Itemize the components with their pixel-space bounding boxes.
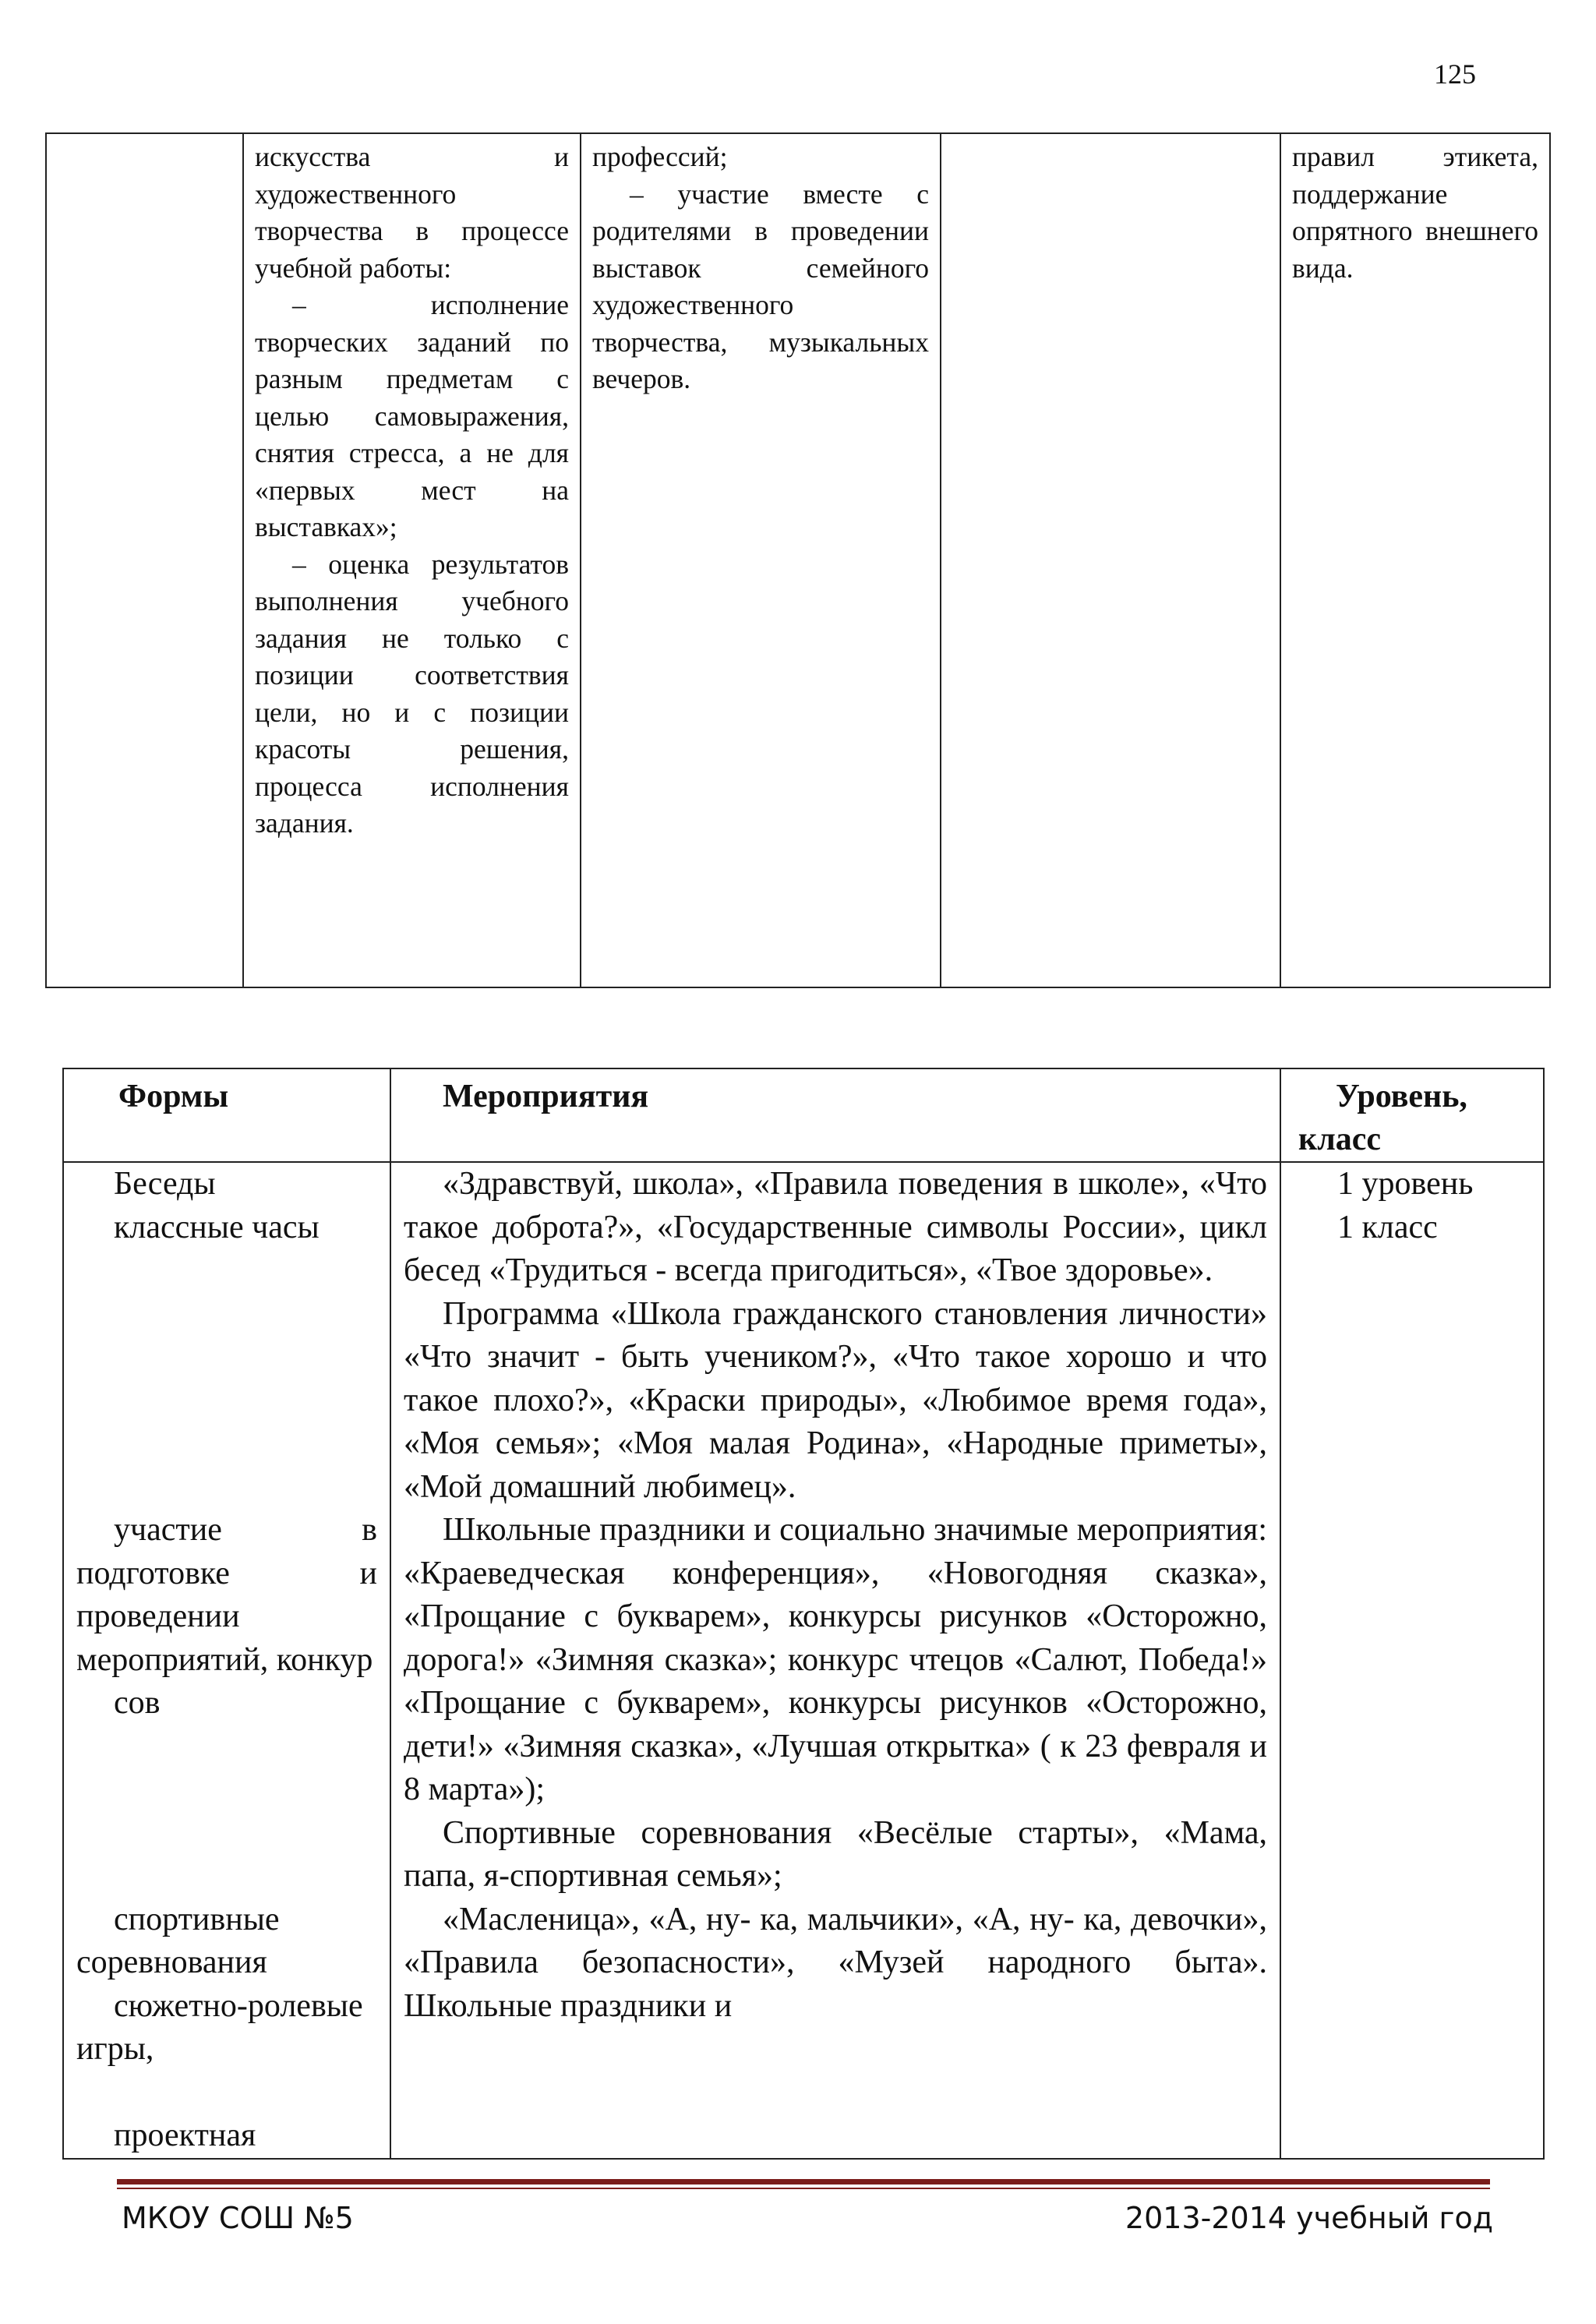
form-item: проектная <box>114 2117 256 2153</box>
event-paragraph: «Здравствуй, школа», «Правила поведения в школе», «Что такое доброта?», «Государственные символы России», цикл бесед «Трудиться - всегда пригодиться», «Твое здоровье». <box>404 1166 1267 1288</box>
form-item: сюжетно-ролевые игры, <box>76 1987 363 2067</box>
forms-cell <box>63 1162 390 2159</box>
table-cell-professions <box>581 133 941 987</box>
form-item: спортивные соревнования <box>76 1901 280 1980</box>
table-cell-art-creativity <box>243 133 581 987</box>
event-paragraph: Спортивные соревнования «Весёлые старты», «Мама, папа, я-спортивная семья»; <box>404 1814 1267 1894</box>
header-forms: Формы <box>63 1068 390 1162</box>
form-item: участие в подготовке и проведении мероприятий, конкур <box>76 1512 377 1678</box>
level-cell <box>1280 1162 1544 2159</box>
events-cell <box>390 1162 1280 2159</box>
header-level <box>1280 1068 1544 1162</box>
table-cell-empty-2 <box>941 133 1280 987</box>
class-text: 1 класс <box>1337 1209 1438 1245</box>
table-cell-empty-1 <box>46 133 243 987</box>
event-paragraph: Школьные праздники и социально значимые мероприятия: «Краеведческая конференция», «Новогодняя сказка», «Прощание с букварем», конкурсы рисунков «Осторожно, дорога!» «Зимняя сказка»; конкурс чтецов «Салют, Победа!» «Прощание с букварем», конкурсы рисунков «Осторожно, дети!» «Зимняя сказка», «Лучшая открытка» ( к 23 февраля и 8 марта»); <box>404 1512 1267 1807</box>
cell-paragraph: правил этикета, поддержание опрятного внешнего вида. <box>1292 141 1538 284</box>
table-cell-etiquette <box>1280 133 1550 987</box>
form-item: Беседы <box>114 1166 216 1202</box>
header-level-line1: Уровень, <box>1336 1079 1467 1114</box>
table-row <box>63 1162 1544 2159</box>
header-events: Мероприятия <box>390 1068 1280 1162</box>
footer-divider <box>117 2179 1490 2184</box>
cell-paragraph: – оценка результатов выполнения учебного задания не только с позиции соответствия цели, но и с позиции красоты решения, процесса исполнения задания. <box>255 548 569 839</box>
events-table <box>62 1068 1545 2160</box>
event-paragraph: «Масленица», «А, ну- ка, мальчики», «А, ну- ка, девочки», «Правила безопасности», «Музей народного быта». Школьные праздники и <box>404 1901 1267 2024</box>
cell-paragraph: – исполнение творческих заданий по разным предметам с целью самовыражения, снятия стресса, а не для «первых мест на выставках»; <box>255 289 569 542</box>
event-paragraph: Программа «Школа гражданского становления личности» «Что значит - быть учеником?», «Что такое хорошо и что такое плохо?», «Краски природы», «Любимое время года», «Моя семья»; «Моя малая Родина», «Народные приметы», «Мой домашний любимец». <box>404 1295 1267 1505</box>
form-item: сов <box>114 1685 161 1721</box>
level-text: 1 уровень <box>1337 1166 1474 1202</box>
form-item: классные часы <box>114 1209 320 1245</box>
cell-paragraph: профессий; <box>592 141 728 172</box>
cell-paragraph: искусства и художественного творчества в процессе учебной работы: <box>255 141 569 284</box>
header-level-line2: класс <box>1298 1121 1382 1157</box>
table-row <box>46 133 1550 987</box>
footer-school: МКОУ СОШ №5 <box>122 2201 354 2235</box>
footer-divider-thin <box>117 2188 1490 2189</box>
continuation-table <box>45 132 1551 988</box>
table-header-row <box>63 1068 1544 1162</box>
footer-year: 2013-2014 учебный год <box>1125 2201 1493 2235</box>
cell-paragraph: – участие вместе с родителями в проведении выставок семейного художественного творчества, музыкальных вечеров. <box>592 178 929 394</box>
page-number: 125 <box>1434 58 1476 90</box>
